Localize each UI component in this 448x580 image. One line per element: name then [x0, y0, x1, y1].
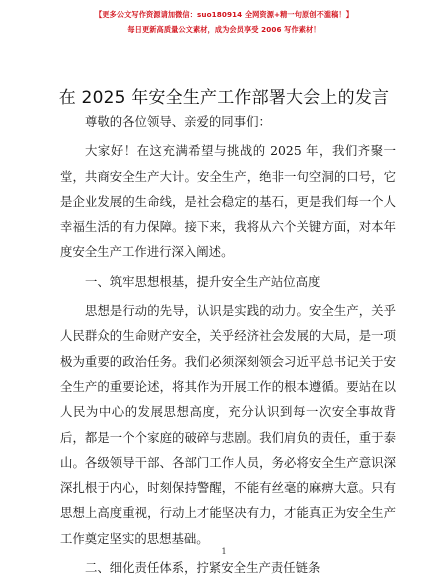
section-1-paragraph: 思想是行动的先导，认识是实践的动力。安全生产，关乎人民群众的生命财产安全，关乎经济社会发展的大局，是一项极为重要的政治任务。我们必须深刻领会习近平总书记关于安全生产的重要论述，将其作为开展工作的根本遵循。要站在以人民为中心的发展思想高度，充分认识到每一次安全事故背后，都是一个个家庭的破碎与悲剧。我们肩负的责任，重于泰山。各级领导干部、各部门工作人员，务必将安全生产意识深深扎根于内心，时刻保持警醒，不能有丝毫的麻痹大意。只有思想上高度重视，行动上才能坚决有力，才能真正为安全生产工作奠定坚实的思想基础。 — [60, 303, 396, 546]
promo-banner — [0, 10, 448, 35]
document-title: 在 2025 年安全生产工作部署大会上的发言 — [58, 88, 390, 108]
section-heading-2: 二、细化责任体系，拧紧安全生产责任链条 — [85, 560, 321, 576]
banner-line-1: 【更多公文写作资源请加微信：suo180914 全网资源+精一句原创不滥稿！】 — [94, 10, 354, 19]
banner-line-2: 每日更新高质量公文素材，成为会员享受 2006 写作素材！ — [127, 25, 321, 34]
document-body — [60, 109, 396, 580]
intro-paragraph: 大家好！在这充满希望与挑战的 2025 年，我们齐聚一堂，共商安全生产大计。安全生产，绝非一句空洞的口号，它是企业发展的生命线，是社会稳定的基石，更是我们每一个人幸福生活的有力保障。接下来，我将从六个关键方面，对本年度安全生产工作进行深入阐述。 — [60, 143, 396, 260]
section-heading-1: 一、筑牢思想根基，提升安全生产站位高度 — [85, 273, 321, 289]
salutation: 尊敬的各位领导、亲爱的同事们： — [85, 114, 271, 129]
page-number: 1 — [221, 547, 227, 556]
